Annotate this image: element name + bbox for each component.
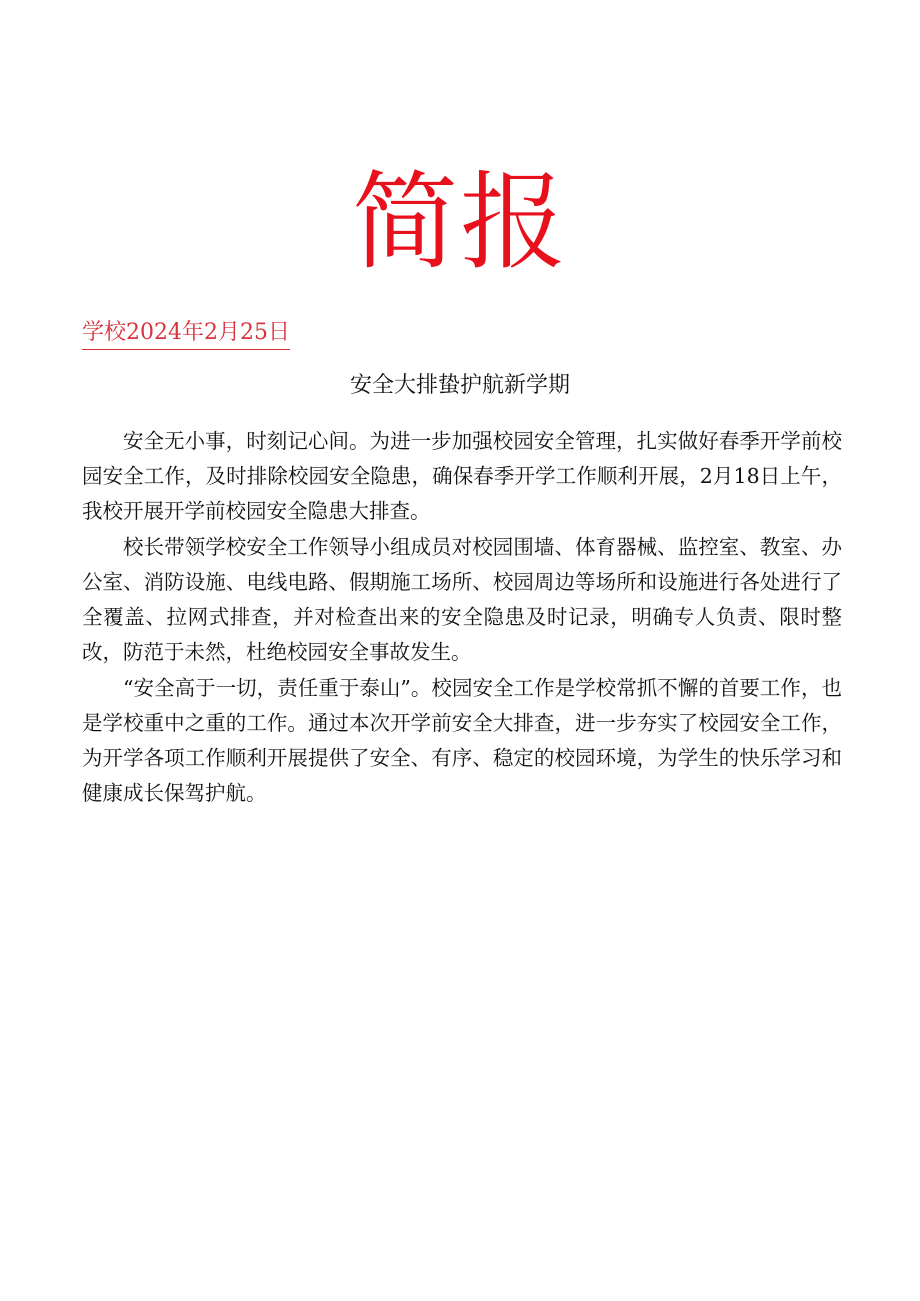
issue-dateline: 学校2024年2月25日 <box>82 318 290 350</box>
article-body <box>82 424 842 812</box>
bulletin-masthead-title: 简报 <box>352 161 568 284</box>
article-paragraph: “安全高于一切，责任重于泰山”。校园安全工作是学校常抓不懈的首要工作，也是学校重中之重的工作。通过本次开学前安全大排查，进一步夯实了校园安全工作，为开学各项工作顺利开展提供了安全、有序、稳定的校园环境，为学生的快乐学习和健康成长保驾护航。 <box>82 676 842 805</box>
article-paragraph: 安全无小事，时刻记心间。为进一步加强校园安全管理，扎实做好春季开学前校园安全工作，及时排除校园安全隐患，确保春季开学工作顺利开展，2月18日上午，我校开展开学前校园安全隐患大排查。 <box>82 429 842 523</box>
article-headline: 安全大排蛰护航新学期 <box>349 373 570 398</box>
article-paragraph: 校长带领学校安全工作领导小组成员对校园围墙、体育器械、监控室、教室、办公室、消防设施、电线电路、假期施工场所、校园周边等场所和设施进行各处进行了全覆盖、拉网式排查，并对检查出来的安全隐患及时记录，明确专人负责、限时整改，防范于未然，杜绝校园安全事故发生。 <box>82 535 842 664</box>
